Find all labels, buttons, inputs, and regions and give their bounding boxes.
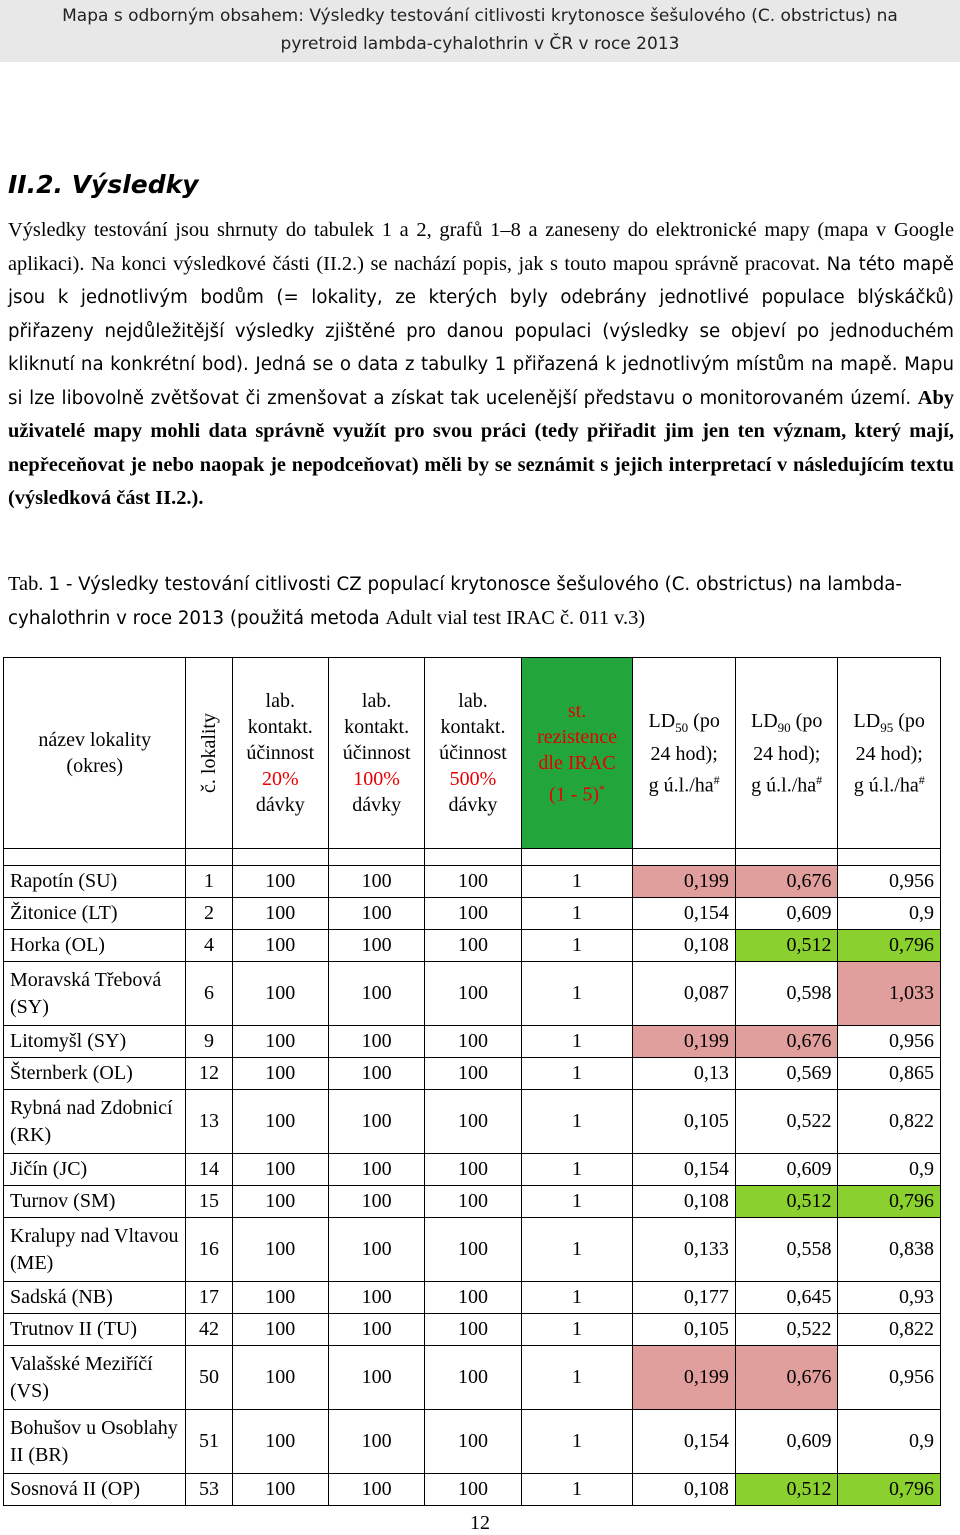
table-row: Moravská Třebová (SY) 6 100 100 100 1 0,087 0,598 1,033 xyxy=(4,962,941,1026)
caption-part-2: 1 - Výsledky testování citlivosti CZ populací krytonosce šešulového (C. obstrictus) na lambda-cyhalothrin v roce 2013 (použitá metoda xyxy=(8,574,902,629)
table-row: Jičín (JC) 14 100 100 100 1 0,154 0,609 0,9 xyxy=(4,1154,941,1186)
header-irac-resistance: st. rezistence dle IRAC (1 - 5)* xyxy=(521,658,633,849)
header-locality-name: název lokality (okres) xyxy=(4,658,186,849)
running-header xyxy=(0,2,960,58)
table-caption xyxy=(8,568,954,635)
results-table xyxy=(3,657,941,1506)
paragraph-part-2: Na této mapě jsou k jednotlivým bodům (= lokality, ze kterých byly odebrány jednotlivé populace blýskáčků) přiřazeny nejdůležitější výsledky zjištěné pro danou populaci (výsledky se objeví po jednoduchém kliknutí na konkrétní bod). Jedná se o data z tabulky 1 přiřazená k jednotlivým místům na mapě. Mapu si lze libovolně zvětšovat či zmenšovat a získat tak ucelenější představu o monitorovaném území. xyxy=(8,253,954,409)
caption-part-3: Adult vial test IRAC č. 011 v.3) xyxy=(385,606,646,629)
table-row: Turnov (SM) 15 100 100 100 1 0,108 0,512 0,796 xyxy=(4,1186,941,1218)
table-row: Sadská (NB) 17 100 100 100 1 0,177 0,645 0,93 xyxy=(4,1282,941,1314)
table-row: Rapotín (SU) 1 100 100 100 1 0,199 0,676 0,956 xyxy=(4,866,941,898)
paragraph-part-3-bold: Aby uživatelé mapy mohli data správně využít pro svou práci (tedy přiřadit jim jen ten význam, který mají, nepřeceňovat je nebo naopak je nepodceňovat) měli by se seznámit s jejich interpretací v následujícím textu (výsledková část II.2.). xyxy=(8,386,954,509)
table-row: Kralupy nad Vltavou (ME) 16 100 100 100 1 0,133 0,558 0,838 xyxy=(4,1218,941,1282)
table-row: Sosnová II (OP) 53 100 100 100 1 0,108 0,512 0,796 xyxy=(4,1474,941,1506)
header-dose-100: lab. kontakt. účinnost 100% dávky xyxy=(328,658,424,849)
table-row: Šternberk (OL) 12 100 100 100 1 0,13 0,569 0,865 xyxy=(4,1058,941,1090)
header-ld95: $LD_{95}$ (po 24 hod); g ú.l./ha# xyxy=(838,658,941,849)
section-title: II.2. Výsledky xyxy=(8,170,199,199)
header-ld50: $LD_{50}$ (po 24 hod); g ú.l./ha# xyxy=(633,658,736,849)
body-paragraph xyxy=(8,214,954,516)
header-ld90: $LD_{90}$ (po 24 hod); g ú.l./ha# xyxy=(735,658,838,849)
table-row: Valašské Meziříčí (VS) 50 100 100 100 1 0,199 0,676 0,956 xyxy=(4,1346,941,1410)
table-row: Litomyšl (SY) 9 100 100 100 1 0,199 0,676 0,956 xyxy=(4,1026,941,1058)
header-dose-500: lab. kontakt. účinnost 500% dávky xyxy=(425,658,521,849)
header-separator-row xyxy=(4,849,941,866)
page-number: 12 xyxy=(470,1512,490,1534)
running-header-line-2: pyretroid lambda-cyhalothrin v ČR v roce 2013 xyxy=(280,34,680,54)
table-row: Trutnov II (TU) 42 100 100 100 1 0,105 0,522 0,822 xyxy=(4,1314,941,1346)
paragraph-part-1: Výsledky testování jsou shrnuty do tabulek 1 a 2, grafů 1–8 a zaneseny do elektronické mapy (mapa v Google aplikaci). Na konci výsledkové části (II.2.) se nachází popis, jak s touto mapou správně pracovat. xyxy=(8,219,954,275)
header-dose-20: lab. kontakt. účinnost 20% dávky xyxy=(232,658,328,849)
table-row: Žitonice (LT) 2 100 100 100 1 0,154 0,609 0,9 xyxy=(4,898,941,930)
table-row: Bohušov u Osoblahy II (BR) 51 100 100 100 1 0,154 0,609 0,9 xyxy=(4,1410,941,1474)
header-locality-number: č. lokality xyxy=(186,658,232,849)
table-row: Rybná nad Zdobnicí (RK) 13 100 100 100 1 0,105 0,522 0,822 xyxy=(4,1090,941,1154)
caption-part-1: Tab. xyxy=(8,573,49,595)
running-header-line-1: Mapa s odborným obsahem: Výsledky testování citlivosti krytonosce šešulového (C. obstrictus) na xyxy=(62,6,898,26)
table-row: Horka (OL) 4 100 100 100 1 0,108 0,512 0,796 xyxy=(4,930,941,962)
table-header-row xyxy=(4,658,941,849)
